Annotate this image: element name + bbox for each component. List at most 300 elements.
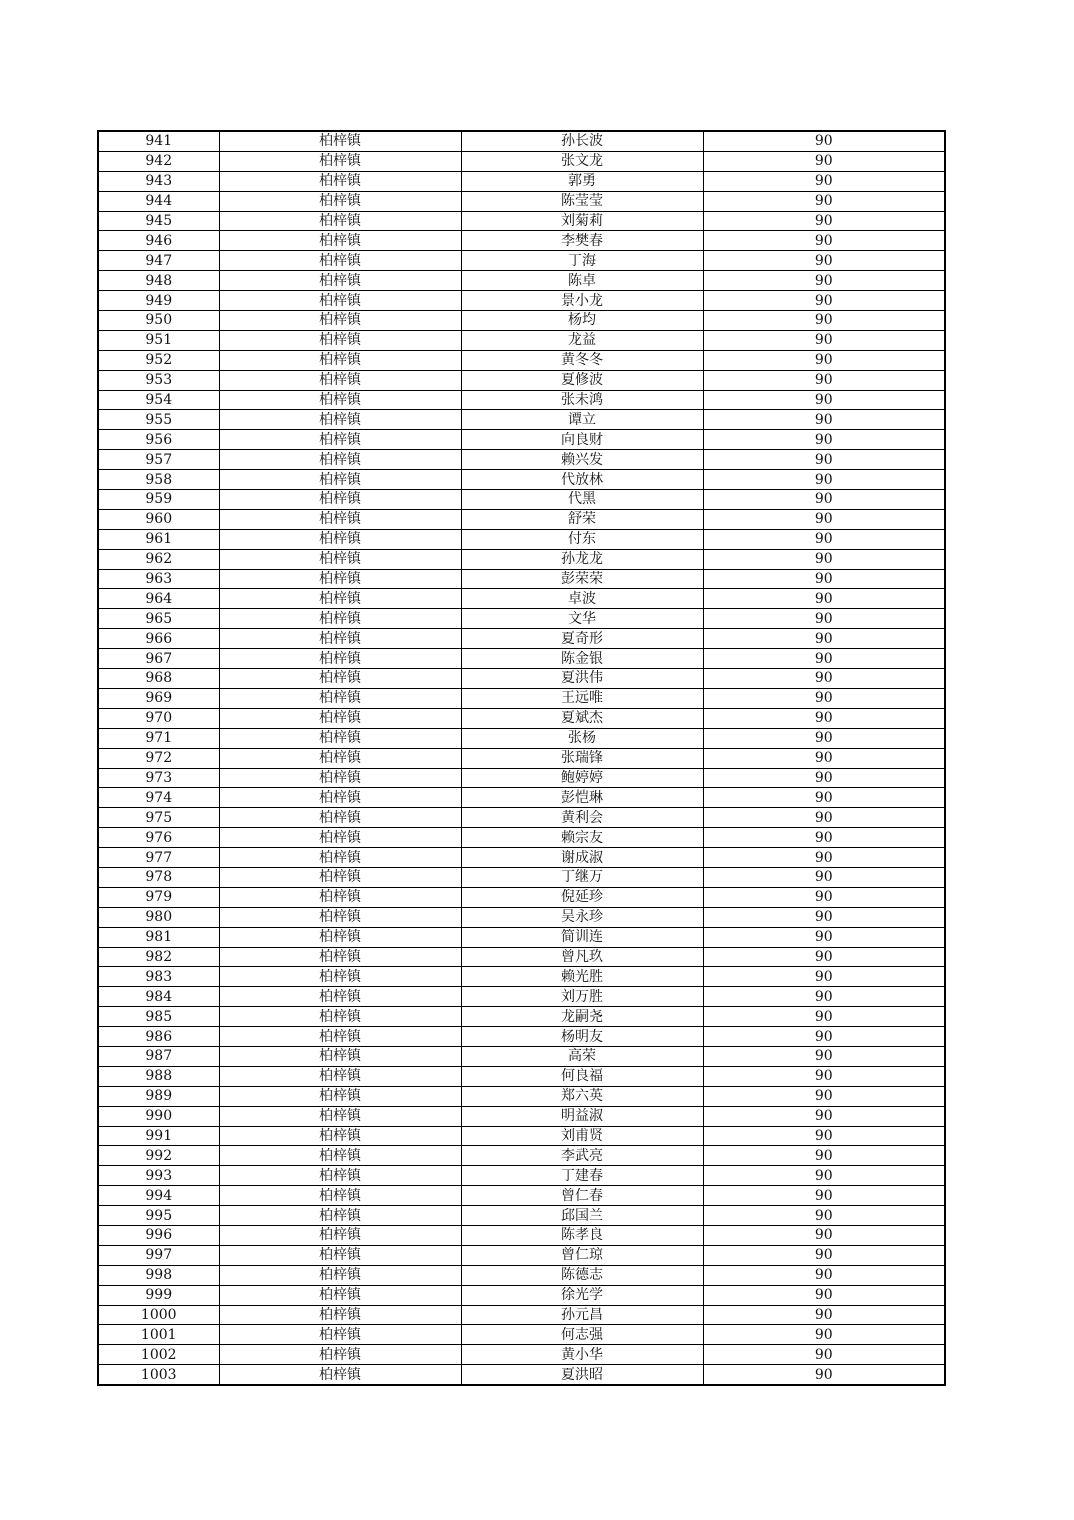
name-cell: 徐光学 [461, 1285, 703, 1305]
score-cell: 90 [703, 1166, 945, 1186]
town-cell: 柏梓镇 [219, 788, 461, 808]
row-number-cell: 954 [98, 390, 219, 410]
table-row [98, 629, 945, 649]
score-cell: 90 [703, 728, 945, 748]
score-cell: 90 [703, 1186, 945, 1206]
table-row [98, 1066, 945, 1086]
name-cell: 曾凡玖 [461, 947, 703, 967]
name-cell: 孙龙龙 [461, 549, 703, 569]
score-cell: 90 [703, 390, 945, 410]
table-row [98, 887, 945, 907]
score-cell: 90 [703, 907, 945, 927]
score-cell: 90 [703, 927, 945, 947]
table-row [98, 1186, 945, 1206]
town-cell: 柏梓镇 [219, 1285, 461, 1305]
name-cell: 吴永珍 [461, 907, 703, 927]
table-row [98, 1086, 945, 1106]
score-cell: 90 [703, 1325, 945, 1345]
table-row [98, 788, 945, 808]
row-number-cell: 962 [98, 549, 219, 569]
town-cell: 柏梓镇 [219, 1245, 461, 1265]
table-row [98, 1325, 945, 1345]
town-cell: 柏梓镇 [219, 430, 461, 450]
town-cell: 柏梓镇 [219, 410, 461, 430]
table-row [98, 171, 945, 191]
name-cell: 刘甫贤 [461, 1126, 703, 1146]
town-cell: 柏梓镇 [219, 569, 461, 589]
table-row [98, 1206, 945, 1226]
row-number-cell: 963 [98, 569, 219, 589]
table-row [98, 589, 945, 609]
row-number-cell: 943 [98, 171, 219, 191]
town-cell: 柏梓镇 [219, 509, 461, 529]
town-cell: 柏梓镇 [219, 490, 461, 510]
row-number-cell: 980 [98, 907, 219, 927]
table-row [98, 1345, 945, 1365]
score-cell: 90 [703, 828, 945, 848]
town-cell: 柏梓镇 [219, 1365, 461, 1385]
table-row [98, 848, 945, 868]
town-cell: 柏梓镇 [219, 151, 461, 171]
score-cell: 90 [703, 151, 945, 171]
table-row [98, 529, 945, 549]
score-cell: 90 [703, 1066, 945, 1086]
score-cell: 90 [703, 430, 945, 450]
name-cell: 景小龙 [461, 291, 703, 311]
name-cell: 赖宗友 [461, 828, 703, 848]
name-cell: 赖兴发 [461, 450, 703, 470]
score-cell: 90 [703, 669, 945, 689]
row-number-cell: 959 [98, 490, 219, 510]
row-number-cell: 979 [98, 887, 219, 907]
town-cell: 柏梓镇 [219, 748, 461, 768]
name-cell: 龙嗣尧 [461, 1007, 703, 1027]
row-number-cell: 947 [98, 251, 219, 271]
name-cell: 李武亮 [461, 1146, 703, 1166]
name-cell: 高荣 [461, 1046, 703, 1066]
name-cell: 张未鸿 [461, 390, 703, 410]
row-number-cell: 957 [98, 450, 219, 470]
row-number-cell: 982 [98, 947, 219, 967]
score-cell: 90 [703, 808, 945, 828]
town-cell: 柏梓镇 [219, 867, 461, 887]
town-cell: 柏梓镇 [219, 231, 461, 251]
town-cell: 柏梓镇 [219, 669, 461, 689]
table-row [98, 251, 945, 271]
score-cell: 90 [703, 1305, 945, 1325]
name-cell: 丁海 [461, 251, 703, 271]
table-row [98, 1106, 945, 1126]
town-cell: 柏梓镇 [219, 1066, 461, 1086]
town-cell: 柏梓镇 [219, 311, 461, 331]
score-cell: 90 [703, 629, 945, 649]
row-number-cell: 941 [98, 131, 219, 151]
name-cell: 陈金银 [461, 649, 703, 669]
town-cell: 柏梓镇 [219, 708, 461, 728]
score-cell: 90 [703, 1007, 945, 1027]
name-cell: 郑六英 [461, 1086, 703, 1106]
score-cell: 90 [703, 450, 945, 470]
town-cell: 柏梓镇 [219, 1186, 461, 1206]
table-row [98, 1225, 945, 1245]
table-row [98, 1365, 945, 1385]
row-number-cell: 974 [98, 788, 219, 808]
name-cell: 孙元昌 [461, 1305, 703, 1325]
town-cell: 柏梓镇 [219, 1046, 461, 1066]
table-row [98, 390, 945, 410]
town-cell: 柏梓镇 [219, 271, 461, 291]
name-cell: 向良财 [461, 430, 703, 450]
row-number-cell: 1003 [98, 1365, 219, 1385]
row-number-cell: 971 [98, 728, 219, 748]
score-cell: 90 [703, 987, 945, 1007]
score-cell: 90 [703, 131, 945, 151]
row-number-cell: 970 [98, 708, 219, 728]
row-number-cell: 998 [98, 1265, 219, 1285]
town-cell: 柏梓镇 [219, 549, 461, 569]
row-number-cell: 999 [98, 1285, 219, 1305]
table-row [98, 688, 945, 708]
score-cell: 90 [703, 1046, 945, 1066]
score-cell: 90 [703, 1265, 945, 1285]
table-row [98, 1166, 945, 1186]
score-cell: 90 [703, 370, 945, 390]
town-cell: 柏梓镇 [219, 649, 461, 669]
table-row [98, 549, 945, 569]
town-cell: 柏梓镇 [219, 1166, 461, 1186]
table-row [98, 370, 945, 390]
row-number-cell: 986 [98, 1027, 219, 1047]
name-cell: 曾仁琼 [461, 1245, 703, 1265]
town-cell: 柏梓镇 [219, 907, 461, 927]
town-cell: 柏梓镇 [219, 808, 461, 828]
table-row [98, 470, 945, 490]
town-cell: 柏梓镇 [219, 529, 461, 549]
score-cell: 90 [703, 649, 945, 669]
score-cell: 90 [703, 529, 945, 549]
name-cell: 刘菊莉 [461, 211, 703, 231]
row-number-cell: 987 [98, 1046, 219, 1066]
row-number-cell: 958 [98, 470, 219, 490]
table-row [98, 271, 945, 291]
table-row [98, 569, 945, 589]
score-cell: 90 [703, 1365, 945, 1385]
score-cell: 90 [703, 1245, 945, 1265]
town-cell: 柏梓镇 [219, 1325, 461, 1345]
town-cell: 柏梓镇 [219, 728, 461, 748]
score-cell: 90 [703, 967, 945, 987]
row-number-cell: 960 [98, 509, 219, 529]
score-cell: 90 [703, 1225, 945, 1245]
town-cell: 柏梓镇 [219, 1007, 461, 1027]
table-row [98, 708, 945, 728]
row-number-cell: 977 [98, 848, 219, 868]
row-number-cell: 956 [98, 430, 219, 450]
score-cell: 90 [703, 1285, 945, 1305]
name-cell: 黄冬冬 [461, 350, 703, 370]
table-row [98, 947, 945, 967]
name-cell: 明益淑 [461, 1106, 703, 1126]
table-row [98, 907, 945, 927]
row-number-cell: 993 [98, 1166, 219, 1186]
table-row [98, 191, 945, 211]
table-row [98, 1007, 945, 1027]
table-row [98, 768, 945, 788]
score-cell: 90 [703, 887, 945, 907]
score-cell: 90 [703, 768, 945, 788]
town-cell: 柏梓镇 [219, 211, 461, 231]
score-cell: 90 [703, 171, 945, 191]
name-cell: 简训连 [461, 927, 703, 947]
score-cell: 90 [703, 1106, 945, 1126]
row-number-cell: 989 [98, 1086, 219, 1106]
row-number-cell: 944 [98, 191, 219, 211]
town-cell: 柏梓镇 [219, 470, 461, 490]
name-cell: 丁建春 [461, 1166, 703, 1186]
table-row [98, 1126, 945, 1146]
row-number-cell: 964 [98, 589, 219, 609]
table-row [98, 748, 945, 768]
town-cell: 柏梓镇 [219, 688, 461, 708]
name-cell: 倪延珍 [461, 887, 703, 907]
score-cell: 90 [703, 688, 945, 708]
score-cell: 90 [703, 708, 945, 728]
score-cell: 90 [703, 788, 945, 808]
name-cell: 赖光胜 [461, 967, 703, 987]
row-number-cell: 953 [98, 370, 219, 390]
name-cell: 陈孝良 [461, 1225, 703, 1245]
row-number-cell: 981 [98, 927, 219, 947]
name-cell: 夏奇形 [461, 629, 703, 649]
town-cell: 柏梓镇 [219, 609, 461, 629]
score-cell: 90 [703, 211, 945, 231]
name-cell: 卓波 [461, 589, 703, 609]
town-cell: 柏梓镇 [219, 887, 461, 907]
town-cell: 柏梓镇 [219, 1305, 461, 1325]
row-number-cell: 949 [98, 291, 219, 311]
town-cell: 柏梓镇 [219, 1345, 461, 1365]
name-cell: 谢成淑 [461, 848, 703, 868]
town-cell: 柏梓镇 [219, 768, 461, 788]
name-cell: 黄小华 [461, 1345, 703, 1365]
row-number-cell: 973 [98, 768, 219, 788]
table-row [98, 728, 945, 748]
table-row [98, 1245, 945, 1265]
town-cell: 柏梓镇 [219, 291, 461, 311]
name-cell: 夏洪昭 [461, 1365, 703, 1385]
score-cell: 90 [703, 410, 945, 430]
row-number-cell: 950 [98, 311, 219, 331]
name-cell: 黄利会 [461, 808, 703, 828]
town-cell: 柏梓镇 [219, 191, 461, 211]
table-row [98, 808, 945, 828]
town-cell: 柏梓镇 [219, 1086, 461, 1106]
table-row [98, 410, 945, 430]
table-row [98, 609, 945, 629]
row-number-cell: 1002 [98, 1345, 219, 1365]
row-number-cell: 994 [98, 1186, 219, 1206]
score-cell: 90 [703, 330, 945, 350]
town-cell: 柏梓镇 [219, 589, 461, 609]
name-cell: 邱国兰 [461, 1206, 703, 1226]
name-cell: 舒荣 [461, 509, 703, 529]
name-cell: 杨均 [461, 311, 703, 331]
table-row [98, 350, 945, 370]
row-number-cell: 983 [98, 967, 219, 987]
name-cell: 张杨 [461, 728, 703, 748]
row-number-cell: 976 [98, 828, 219, 848]
table-row [98, 291, 945, 311]
town-cell: 柏梓镇 [219, 1146, 461, 1166]
row-number-cell: 995 [98, 1206, 219, 1226]
row-number-cell: 1001 [98, 1325, 219, 1345]
town-cell: 柏梓镇 [219, 927, 461, 947]
town-cell: 柏梓镇 [219, 987, 461, 1007]
score-cell: 90 [703, 947, 945, 967]
score-cell: 90 [703, 251, 945, 271]
table-row [98, 927, 945, 947]
score-cell: 90 [703, 271, 945, 291]
score-cell: 90 [703, 291, 945, 311]
town-cell: 柏梓镇 [219, 1126, 461, 1146]
town-cell: 柏梓镇 [219, 1106, 461, 1126]
town-cell: 柏梓镇 [219, 947, 461, 967]
town-cell: 柏梓镇 [219, 330, 461, 350]
table-row [98, 311, 945, 331]
table-row [98, 1046, 945, 1066]
row-number-cell: 946 [98, 231, 219, 251]
score-cell: 90 [703, 1126, 945, 1146]
table-row [98, 450, 945, 470]
table-row [98, 509, 945, 529]
name-cell: 曾仁春 [461, 1186, 703, 1206]
row-number-cell: 965 [98, 609, 219, 629]
row-number-cell: 968 [98, 669, 219, 689]
table-row [98, 211, 945, 231]
table-row [98, 1146, 945, 1166]
town-cell: 柏梓镇 [219, 1265, 461, 1285]
row-number-cell: 996 [98, 1225, 219, 1245]
row-number-cell: 966 [98, 629, 219, 649]
score-cell: 90 [703, 470, 945, 490]
row-number-cell: 975 [98, 808, 219, 828]
table-row [98, 330, 945, 350]
name-cell: 陈莹莹 [461, 191, 703, 211]
score-cell: 90 [703, 549, 945, 569]
score-cell: 90 [703, 191, 945, 211]
score-cell: 90 [703, 1146, 945, 1166]
town-cell: 柏梓镇 [219, 370, 461, 390]
row-number-cell: 945 [98, 211, 219, 231]
table-row [98, 490, 945, 510]
score-cell: 90 [703, 350, 945, 370]
name-cell: 李樊春 [461, 231, 703, 251]
name-cell: 代黑 [461, 490, 703, 510]
name-cell: 彭荣荣 [461, 569, 703, 589]
score-cell: 90 [703, 311, 945, 331]
row-number-cell: 952 [98, 350, 219, 370]
row-number-cell: 961 [98, 529, 219, 549]
town-cell: 柏梓镇 [219, 350, 461, 370]
table-row [98, 151, 945, 171]
name-cell: 谭立 [461, 410, 703, 430]
row-number-cell: 992 [98, 1146, 219, 1166]
score-cell: 90 [703, 1206, 945, 1226]
name-cell: 夏修波 [461, 370, 703, 390]
table-row [98, 649, 945, 669]
table-row [98, 231, 945, 251]
row-number-cell: 991 [98, 1126, 219, 1146]
name-cell: 张文龙 [461, 151, 703, 171]
name-cell: 孙长波 [461, 131, 703, 151]
town-cell: 柏梓镇 [219, 131, 461, 151]
score-cell: 90 [703, 848, 945, 868]
table-row [98, 1305, 945, 1325]
name-cell: 杨明友 [461, 1027, 703, 1047]
table-row [98, 131, 945, 151]
score-cell: 90 [703, 589, 945, 609]
town-cell: 柏梓镇 [219, 967, 461, 987]
name-cell: 张瑞锋 [461, 748, 703, 768]
roster-table [97, 130, 946, 1386]
score-cell: 90 [703, 867, 945, 887]
table-row [98, 669, 945, 689]
table-row [98, 430, 945, 450]
row-number-cell: 955 [98, 410, 219, 430]
town-cell: 柏梓镇 [219, 1225, 461, 1245]
score-cell: 90 [703, 609, 945, 629]
score-cell: 90 [703, 1086, 945, 1106]
score-cell: 90 [703, 509, 945, 529]
row-number-cell: 1000 [98, 1305, 219, 1325]
row-number-cell: 990 [98, 1106, 219, 1126]
score-cell: 90 [703, 490, 945, 510]
score-cell: 90 [703, 231, 945, 251]
name-cell: 丁继万 [461, 867, 703, 887]
name-cell: 何良福 [461, 1066, 703, 1086]
name-cell: 夏斌杰 [461, 708, 703, 728]
score-cell: 90 [703, 1345, 945, 1365]
row-number-cell: 997 [98, 1245, 219, 1265]
name-cell: 陈德志 [461, 1265, 703, 1285]
town-cell: 柏梓镇 [219, 171, 461, 191]
row-number-cell: 985 [98, 1007, 219, 1027]
row-number-cell: 984 [98, 987, 219, 1007]
town-cell: 柏梓镇 [219, 828, 461, 848]
name-cell: 代放林 [461, 470, 703, 490]
table-row [98, 1265, 945, 1285]
town-cell: 柏梓镇 [219, 848, 461, 868]
name-cell: 龙益 [461, 330, 703, 350]
score-cell: 90 [703, 1027, 945, 1047]
name-cell: 刘万胜 [461, 987, 703, 1007]
name-cell: 鲍婷婷 [461, 768, 703, 788]
row-number-cell: 951 [98, 330, 219, 350]
town-cell: 柏梓镇 [219, 1027, 461, 1047]
row-number-cell: 969 [98, 688, 219, 708]
row-number-cell: 978 [98, 867, 219, 887]
table-row [98, 828, 945, 848]
table-row [98, 987, 945, 1007]
name-cell: 郭勇 [461, 171, 703, 191]
name-cell: 夏洪伟 [461, 669, 703, 689]
row-number-cell: 942 [98, 151, 219, 171]
name-cell: 何志强 [461, 1325, 703, 1345]
table-row [98, 967, 945, 987]
row-number-cell: 948 [98, 271, 219, 291]
row-number-cell: 972 [98, 748, 219, 768]
town-cell: 柏梓镇 [219, 629, 461, 649]
